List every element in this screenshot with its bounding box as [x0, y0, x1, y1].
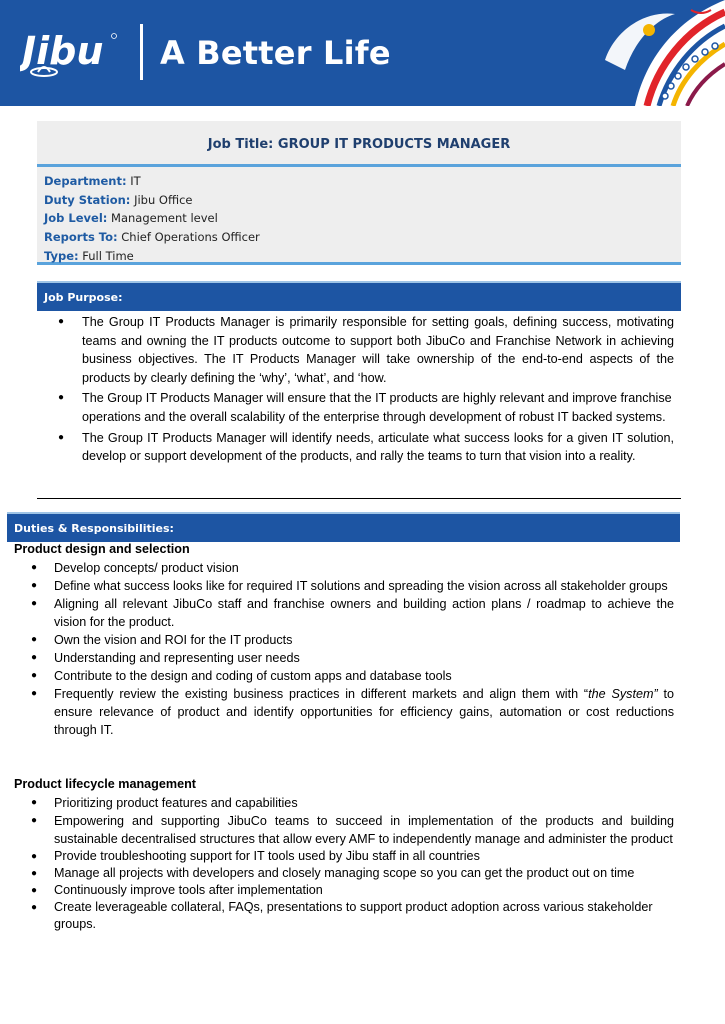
list-item: ● Manage all projects with developers and closely managing scope so you can get the product out on time — [54, 865, 674, 882]
job-title-box — [37, 121, 681, 167]
system-emphasis: the System” — [588, 687, 658, 701]
list-item: ● Prioritizing product features and capabilities — [54, 794, 674, 812]
duty-station-label: Duty Station: — [44, 192, 131, 207]
product-design-heading: Product design and selection — [14, 542, 190, 556]
list-item: ● Aligning all relevant JibuCo staff and franchise owners and building action plans / roadmap to achieve the vision for the product. — [54, 595, 674, 631]
review-text-start: Frequently review the existing business practices in different markets and align them with “ — [54, 687, 589, 701]
type-row — [44, 247, 681, 266]
type-label: Type: — [44, 248, 79, 263]
type-value: Full Time — [82, 248, 134, 263]
list-item: ● The Group IT Products Manager will ensure that the IT products are highly relevant and improve franchise operations and the overall scalability of the enterprise through development of robust IT backed systems. — [82, 389, 674, 426]
header-banner — [0, 0, 725, 106]
job-purpose-heading: Job Purpose: — [44, 291, 123, 304]
list-item — [54, 685, 674, 739]
reports-to-row — [44, 228, 681, 247]
list-item: ● Continuously improve tools after implementation — [54, 882, 674, 899]
job-purpose-header — [37, 281, 681, 311]
duties-heading: Duties & Responsibilities: — [14, 522, 174, 535]
section-divider — [37, 498, 681, 499]
jibu-logo — [20, 22, 118, 82]
list-item: ● Contribute to the design and coding of custom apps and database tools — [54, 667, 674, 685]
list-item: ● Develop concepts/ product vision — [54, 559, 674, 577]
review-text-end: to ensure relevance of product and identify opportunities for efficiency gains, automation or cost reductions through IT. — [54, 687, 674, 737]
job-level-row — [44, 209, 681, 228]
banner-tagline: A Better Life — [160, 34, 391, 72]
decorative-pattern — [595, 0, 725, 106]
svg-text:Jibu: Jibu — [22, 29, 104, 73]
product-design-list — [54, 559, 674, 739]
reports-to-label: Reports To: — [44, 230, 118, 245]
department-label: Department: — [44, 174, 127, 188]
product-lifecycle-heading: Product lifecycle management — [14, 777, 196, 791]
job-details-box — [37, 167, 681, 265]
job-level-value: Management level — [111, 211, 218, 226]
list-item: ● Own the vision and ROI for the IT products — [54, 631, 674, 649]
list-item: ● Empowering and supporting JibuCo teams to succeed in implementation of the products and building sustainable decentralised structures that allow every AMF to independently manage and administer the product — [54, 812, 674, 848]
product-lifecycle-list — [54, 794, 674, 933]
duties-header — [7, 512, 680, 542]
duty-station-value: Jibu Office — [134, 192, 193, 207]
list-item: ● The Group IT Products Manager will identify needs, articulate what success looks for a given IT solution, develop or support development of the products, and rally the teams to turn that vision into a reality. — [82, 429, 674, 466]
list-item: ● Define what success looks like for required IT solutions and spreading the vision across all stakeholder groups — [54, 577, 674, 595]
job-title: Job Title: GROUP IT PRODUCTS MANAGER — [207, 137, 511, 152]
banner-divider — [140, 24, 143, 80]
duty-station-row — [44, 191, 681, 210]
list-item: ● Provide troubleshooting support for IT tools used by Jibu staff in all countries — [54, 848, 674, 865]
list-item: ● The Group IT Products Manager is primarily responsible for setting goals, defining success, motivating teams and owning the IT products outcome to support both JibuCo and Franchise Network in achieving business objectives. The IT Products Manager will take ownership of the end-to-end aspects of the products by clearly defining the ‘why’, ‘what’, and ‘how. — [82, 313, 674, 387]
list-item: ● Create leverageable collateral, FAQs, presentations to support product adoption across various stakeholder groups. — [54, 899, 674, 933]
job-purpose-list — [82, 313, 674, 468]
department-row — [44, 172, 681, 191]
list-item: ● Understanding and representing user needs — [54, 649, 674, 667]
job-level-label: Job Level: — [44, 211, 108, 226]
department-value: IT — [130, 174, 141, 188]
reports-to-value: Chief Operations Officer — [121, 230, 260, 245]
